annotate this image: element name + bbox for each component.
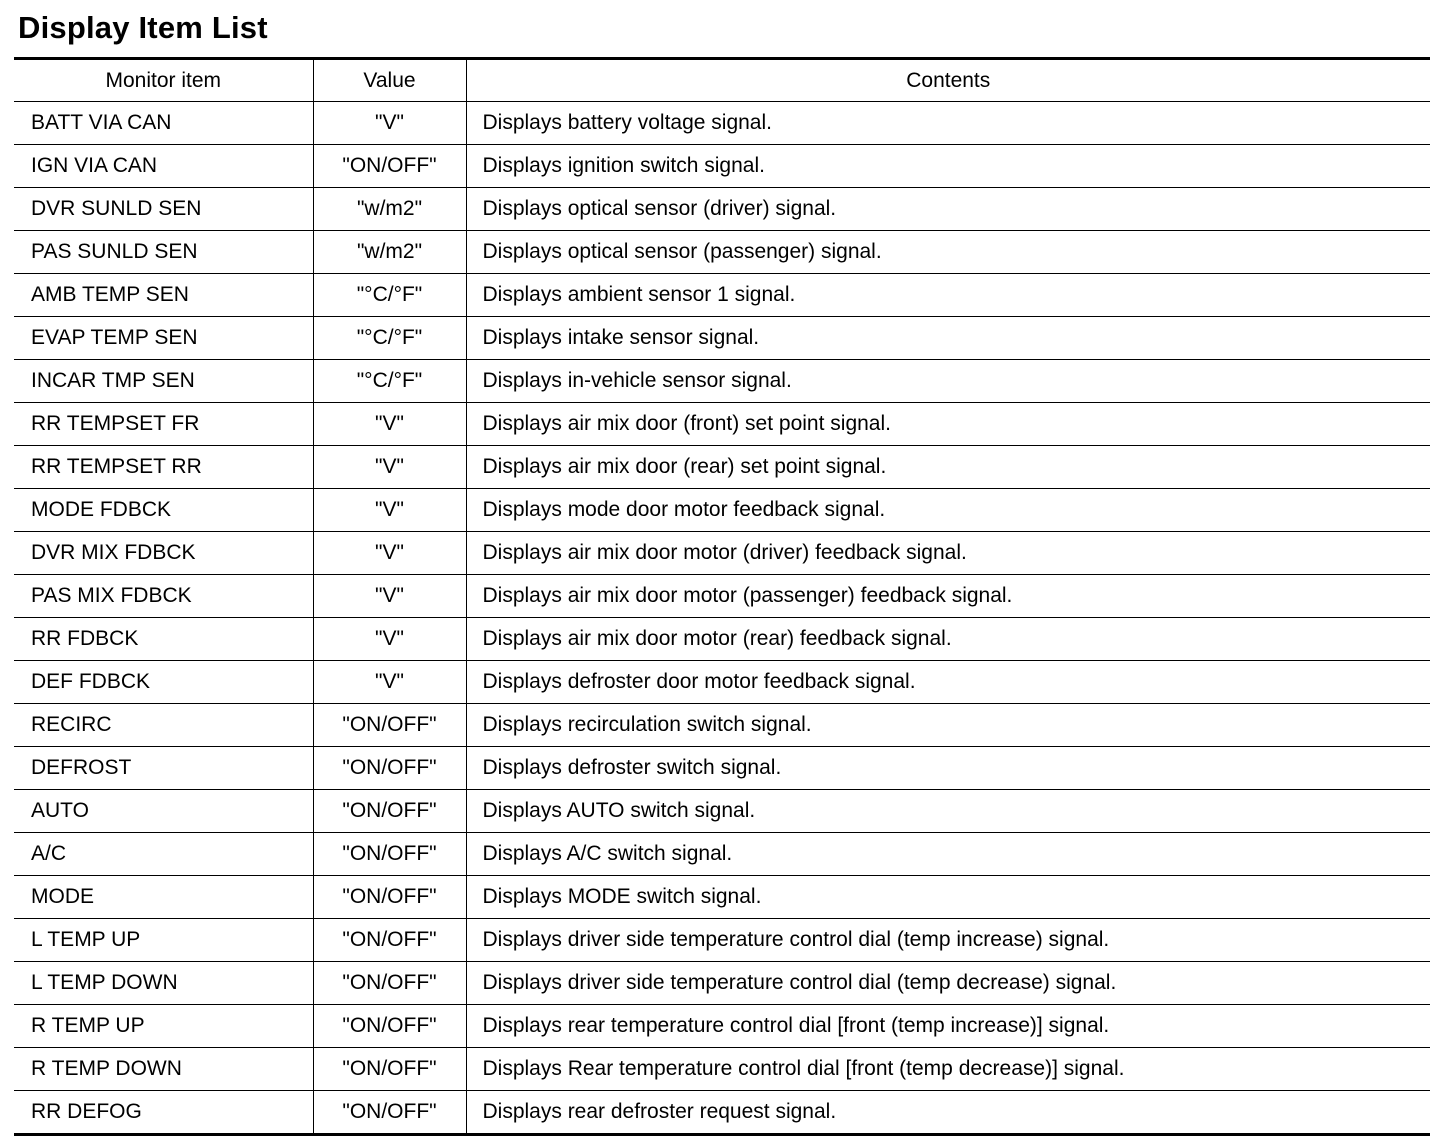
table-row xyxy=(14,790,1430,833)
table-row xyxy=(14,274,1430,317)
value-cell: "ON/OFF" xyxy=(313,833,466,876)
value-cell: "V" xyxy=(313,446,466,489)
column-header-value: Value xyxy=(313,59,466,102)
table-row xyxy=(14,661,1430,704)
table-row xyxy=(14,1005,1430,1048)
contents-cell: Displays ambient sensor 1 signal. xyxy=(466,274,1430,317)
value-cell: "V" xyxy=(313,489,466,532)
value-cell: "V" xyxy=(313,618,466,661)
table-row xyxy=(14,360,1430,403)
table-row xyxy=(14,704,1430,747)
contents-cell: Displays in-vehicle sensor signal. xyxy=(466,360,1430,403)
contents-cell: Displays MODE switch signal. xyxy=(466,876,1430,919)
table-row xyxy=(14,919,1430,962)
table-row xyxy=(14,1048,1430,1091)
column-header-contents: Contents xyxy=(466,59,1430,102)
monitor-item-cell: IGN VIA CAN xyxy=(14,145,313,188)
monitor-item-cell: INCAR TMP SEN xyxy=(14,360,313,403)
contents-cell: Displays air mix door motor (passenger) feedback signal. xyxy=(466,575,1430,618)
contents-cell: Displays ignition switch signal. xyxy=(466,145,1430,188)
contents-cell: Displays intake sensor signal. xyxy=(466,317,1430,360)
monitor-item-cell: L TEMP DOWN xyxy=(14,962,313,1005)
table-row xyxy=(14,962,1430,1005)
contents-cell: Displays mode door motor feedback signal. xyxy=(466,489,1430,532)
value-cell: "ON/OFF" xyxy=(313,790,466,833)
value-cell: "V" xyxy=(313,403,466,446)
table-row xyxy=(14,1091,1430,1135)
value-cell: "°C/°F" xyxy=(313,317,466,360)
monitor-item-cell: MODE FDBCK xyxy=(14,489,313,532)
contents-cell: Displays rear temperature control dial [front (temp increase)] signal. xyxy=(466,1005,1430,1048)
value-cell: "°C/°F" xyxy=(313,274,466,317)
table-header-row xyxy=(14,59,1430,102)
table-row xyxy=(14,618,1430,661)
contents-cell: Displays driver side temperature control dial (temp increase) signal. xyxy=(466,919,1430,962)
contents-cell: Displays recirculation switch signal. xyxy=(466,704,1430,747)
value-cell: "ON/OFF" xyxy=(313,747,466,790)
monitor-item-cell: RR DEFOG xyxy=(14,1091,313,1135)
table-row xyxy=(14,403,1430,446)
monitor-item-cell: PAS SUNLD SEN xyxy=(14,231,313,274)
monitor-item-cell: R TEMP UP xyxy=(14,1005,313,1048)
value-cell: "ON/OFF" xyxy=(313,1005,466,1048)
value-cell: "ON/OFF" xyxy=(313,704,466,747)
contents-cell: Displays defroster switch signal. xyxy=(466,747,1430,790)
contents-cell: Displays driver side temperature control dial (temp decrease) signal. xyxy=(466,962,1430,1005)
value-cell: "°C/°F" xyxy=(313,360,466,403)
value-cell: "ON/OFF" xyxy=(313,919,466,962)
monitor-item-cell: A/C xyxy=(14,833,313,876)
monitor-item-cell: MODE xyxy=(14,876,313,919)
table-row xyxy=(14,489,1430,532)
contents-cell: Displays AUTO switch signal. xyxy=(466,790,1430,833)
contents-cell: Displays battery voltage signal. xyxy=(466,102,1430,145)
contents-cell: Displays air mix door motor (rear) feedback signal. xyxy=(466,618,1430,661)
table-row xyxy=(14,231,1430,274)
table-row xyxy=(14,446,1430,489)
value-cell: "V" xyxy=(313,102,466,145)
monitor-item-cell: L TEMP UP xyxy=(14,919,313,962)
page-title: Display Item List xyxy=(18,10,268,45)
monitor-item-cell: DVR MIX FDBCK xyxy=(14,532,313,575)
value-cell: "ON/OFF" xyxy=(313,1091,466,1135)
contents-cell: Displays defroster door motor feedback signal. xyxy=(466,661,1430,704)
contents-cell: Displays optical sensor (passenger) signal. xyxy=(466,231,1430,274)
table-row xyxy=(14,876,1430,919)
table-body xyxy=(14,102,1430,1135)
monitor-item-cell: PAS MIX FDBCK xyxy=(14,575,313,618)
table-row xyxy=(14,102,1430,145)
monitor-item-cell: AMB TEMP SEN xyxy=(14,274,313,317)
table-row xyxy=(14,317,1430,360)
contents-cell: Displays optical sensor (driver) signal. xyxy=(466,188,1430,231)
monitor-item-cell: R TEMP DOWN xyxy=(14,1048,313,1091)
value-cell: "ON/OFF" xyxy=(313,876,466,919)
monitor-item-cell: RR TEMPSET FR xyxy=(14,403,313,446)
monitor-item-cell: RECIRC xyxy=(14,704,313,747)
table-row xyxy=(14,833,1430,876)
monitor-item-cell: BATT VIA CAN xyxy=(14,102,313,145)
value-cell: "ON/OFF" xyxy=(313,1048,466,1091)
contents-cell: Displays air mix door motor (driver) feedback signal. xyxy=(466,532,1430,575)
table-row xyxy=(14,532,1430,575)
value-cell: "ON/OFF" xyxy=(313,145,466,188)
table-row xyxy=(14,145,1430,188)
monitor-item-cell: RR TEMPSET RR xyxy=(14,446,313,489)
contents-cell: Displays air mix door (front) set point signal. xyxy=(466,403,1430,446)
table-row xyxy=(14,575,1430,618)
value-cell: "V" xyxy=(313,532,466,575)
value-cell: "V" xyxy=(313,661,466,704)
value-cell: "w/m2" xyxy=(313,231,466,274)
contents-cell: Displays air mix door (rear) set point signal. xyxy=(466,446,1430,489)
monitor-item-cell: RR FDBCK xyxy=(14,618,313,661)
contents-cell: Displays A/C switch signal. xyxy=(466,833,1430,876)
column-header-monitor-item: Monitor item xyxy=(14,59,313,102)
table-row xyxy=(14,747,1430,790)
monitor-item-cell: DVR SUNLD SEN xyxy=(14,188,313,231)
display-item-table xyxy=(14,57,1430,1136)
table-row xyxy=(14,188,1430,231)
value-cell: "V" xyxy=(313,575,466,618)
monitor-item-cell: AUTO xyxy=(14,790,313,833)
monitor-item-cell: DEFROST xyxy=(14,747,313,790)
monitor-item-cell: DEF FDBCK xyxy=(14,661,313,704)
value-cell: "w/m2" xyxy=(313,188,466,231)
value-cell: "ON/OFF" xyxy=(313,962,466,1005)
contents-cell: Displays Rear temperature control dial [front (temp decrease)] signal. xyxy=(466,1048,1430,1091)
monitor-item-cell: EVAP TEMP SEN xyxy=(14,317,313,360)
contents-cell: Displays rear defroster request signal. xyxy=(466,1091,1430,1135)
